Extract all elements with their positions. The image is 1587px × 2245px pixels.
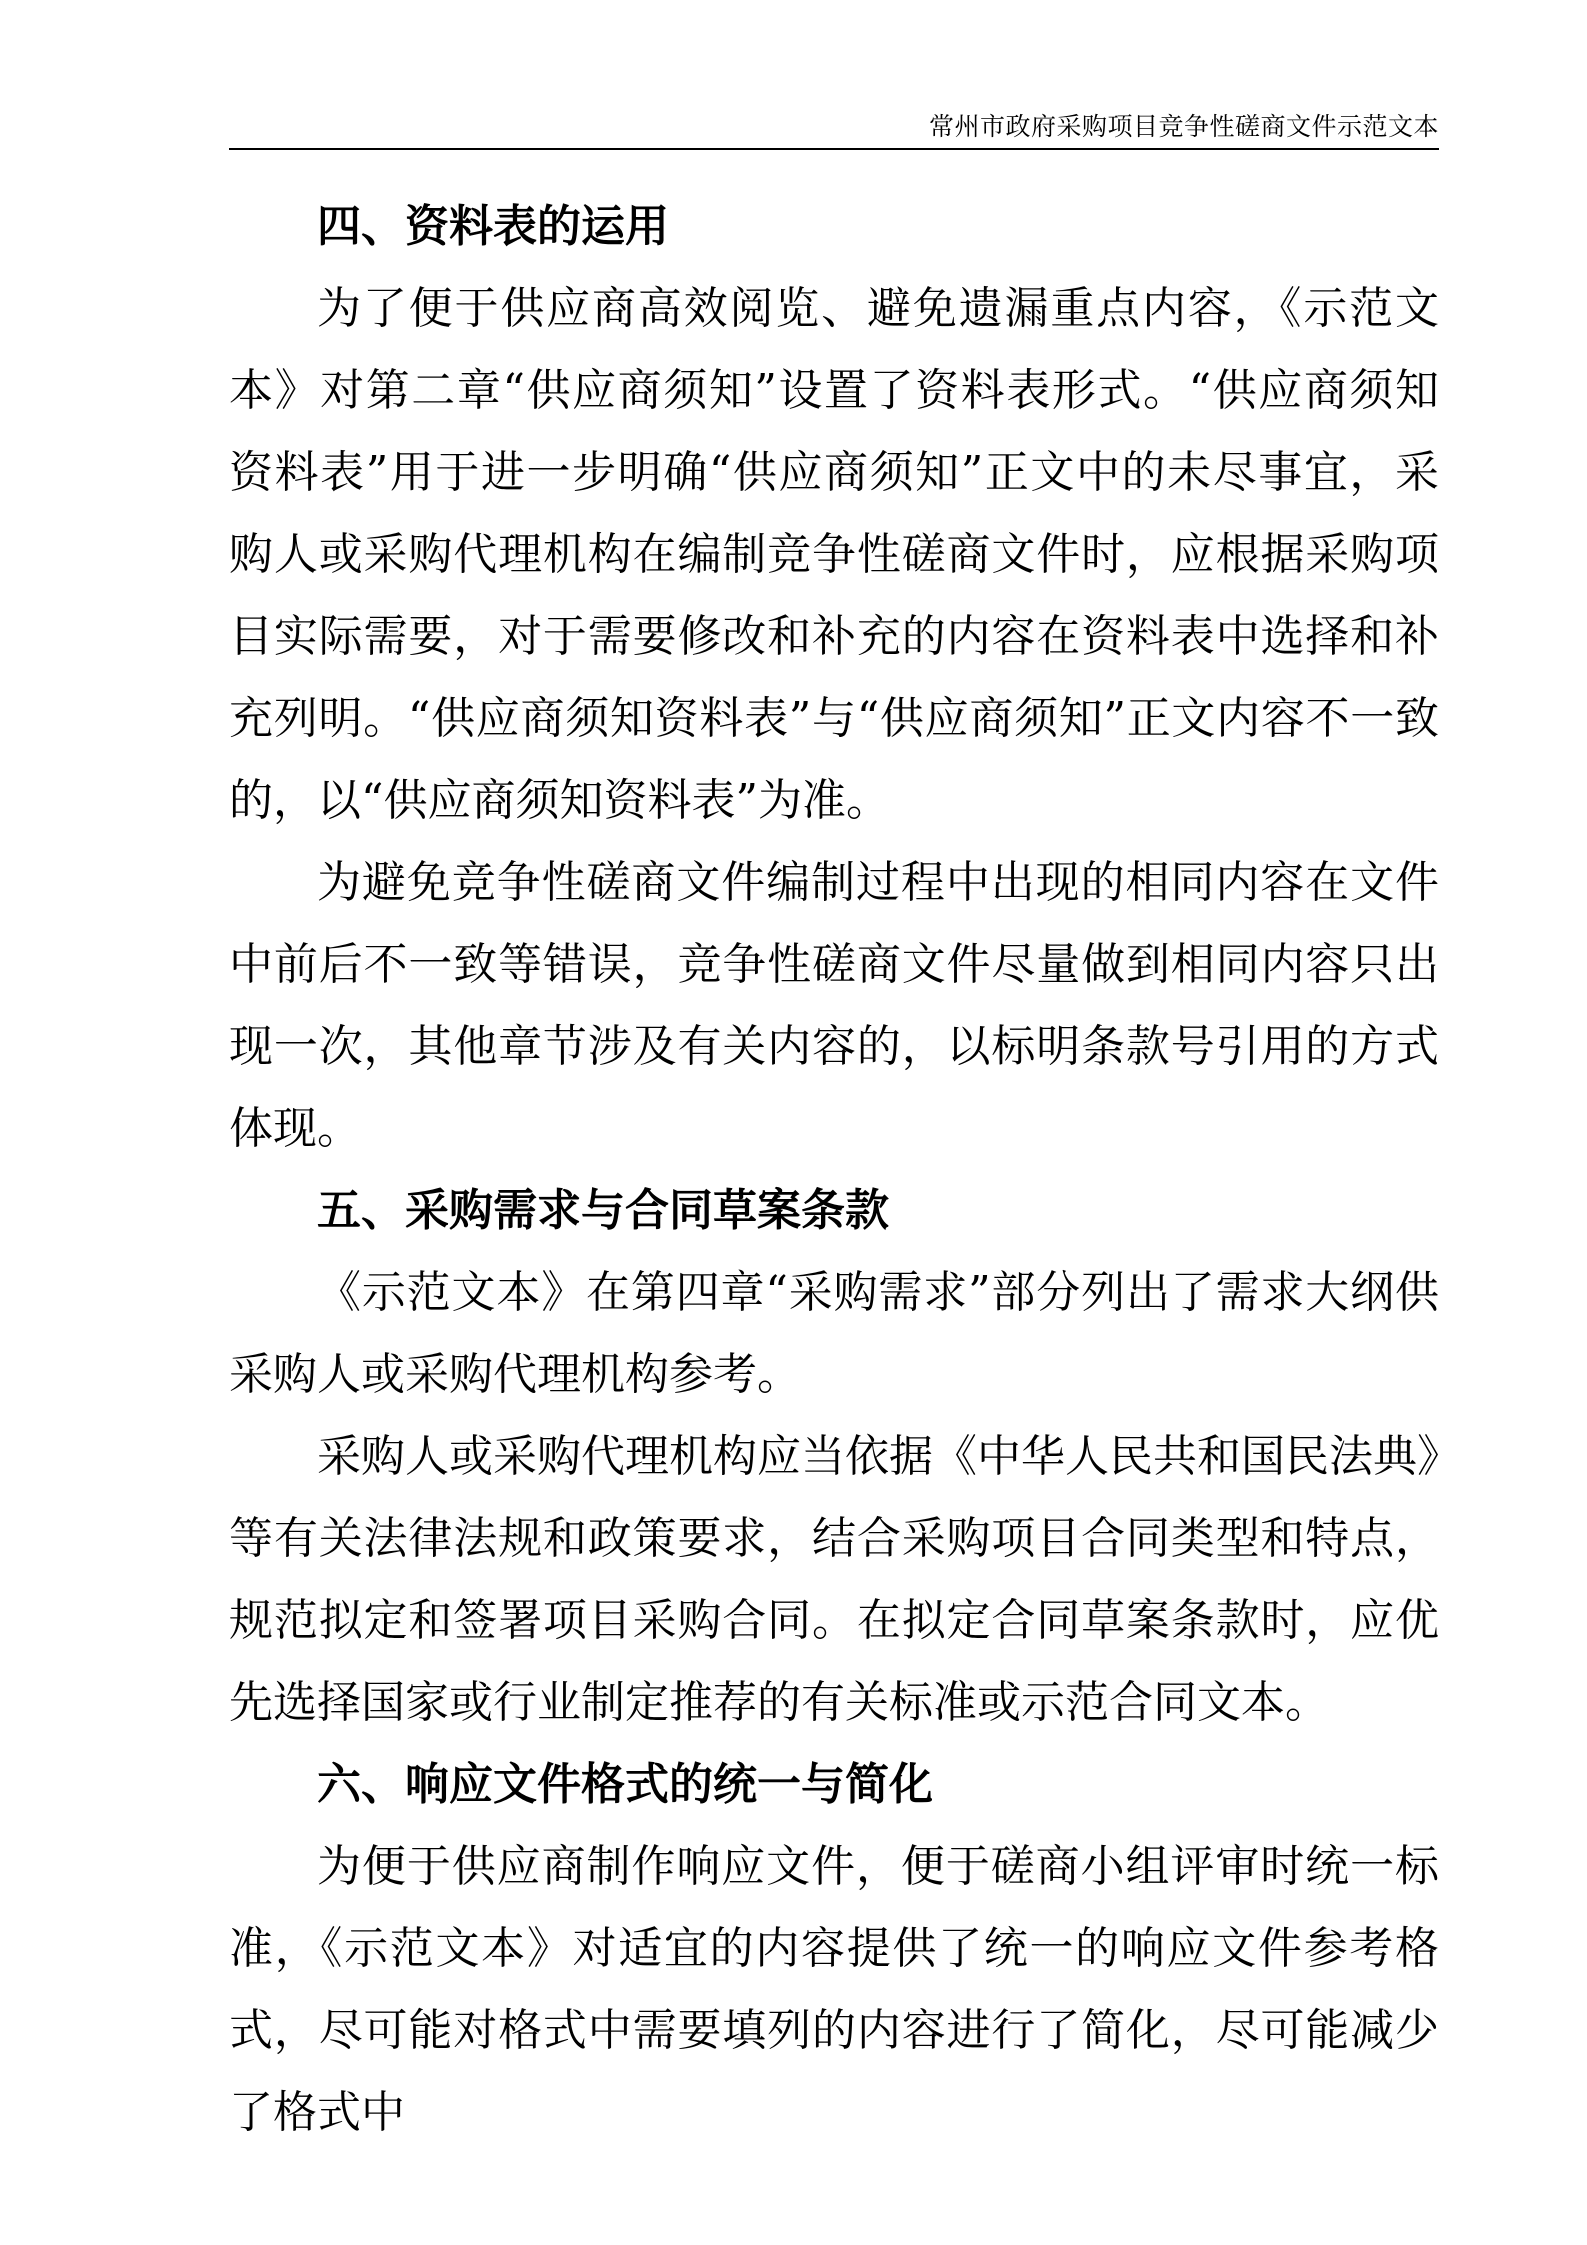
section-heading-procurement-requirements: 五、采购需求与合同草案条款 xyxy=(317,1185,889,1236)
paragraph: 为了便于供应商高效阅览、避免遗漏重点内容，《示范文本》对第二章“供应商须知”设置了资料表形式。“供应商须知资料表”用于进一步明确“供应商须知”正文中的未尽事宜，采购人或采购代理机构在编制竞争性磋商文件时，应根据采购项目实际需要，对于需要修改和补充的内容在资料表中选择和补充列明。“供应商须知资料表”与“供应商须知”正文内容不一致的，以“供应商须知资料表”为准。 xyxy=(229,283,1439,826)
paragraph: 为避免竞争性磋商文件编制过程中出现的相同内容在文件中前后不一致等错误，竞争性磋商文件尽量做到相同内容只出现一次，其他章节涉及有关内容的，以标明条款号引用的方式体现。 xyxy=(229,857,1439,1154)
paragraph: 采购人或采购代理机构应当依据《中华人民共和国民法典》等有关法律法规和政策要求，结合采购项目合同类型和特点，规范拟定和签署项目采购合同。在拟定合同草案条款时，应优先选择国家或行业制定推荐的有关标准或示范合同文本。 xyxy=(229,1431,1439,1728)
paragraph: 为便于供应商制作响应文件，便于磋商小组评审时统一标准，《示范文本》对适宜的内容提供了统一的响应文件参考格式，尽可能对格式中需要填列的内容进行了简化，尽可能减少了格式中 xyxy=(229,1841,1439,2138)
section-heading-resource-table: 四、资料表的运用 xyxy=(317,201,669,252)
header-title: 常州市政府采购项目竞争性磋商文件示范文本 xyxy=(928,112,1439,141)
page-header xyxy=(229,108,1439,150)
document-body xyxy=(229,186,1439,2154)
section-heading-response-format: 六、响应文件格式的统一与简化 xyxy=(317,1759,933,1810)
paragraph: 《示范文本》在第四章“采购需求”部分列出了需求大纲供采购人或采购代理机构参考。 xyxy=(229,1267,1439,1400)
